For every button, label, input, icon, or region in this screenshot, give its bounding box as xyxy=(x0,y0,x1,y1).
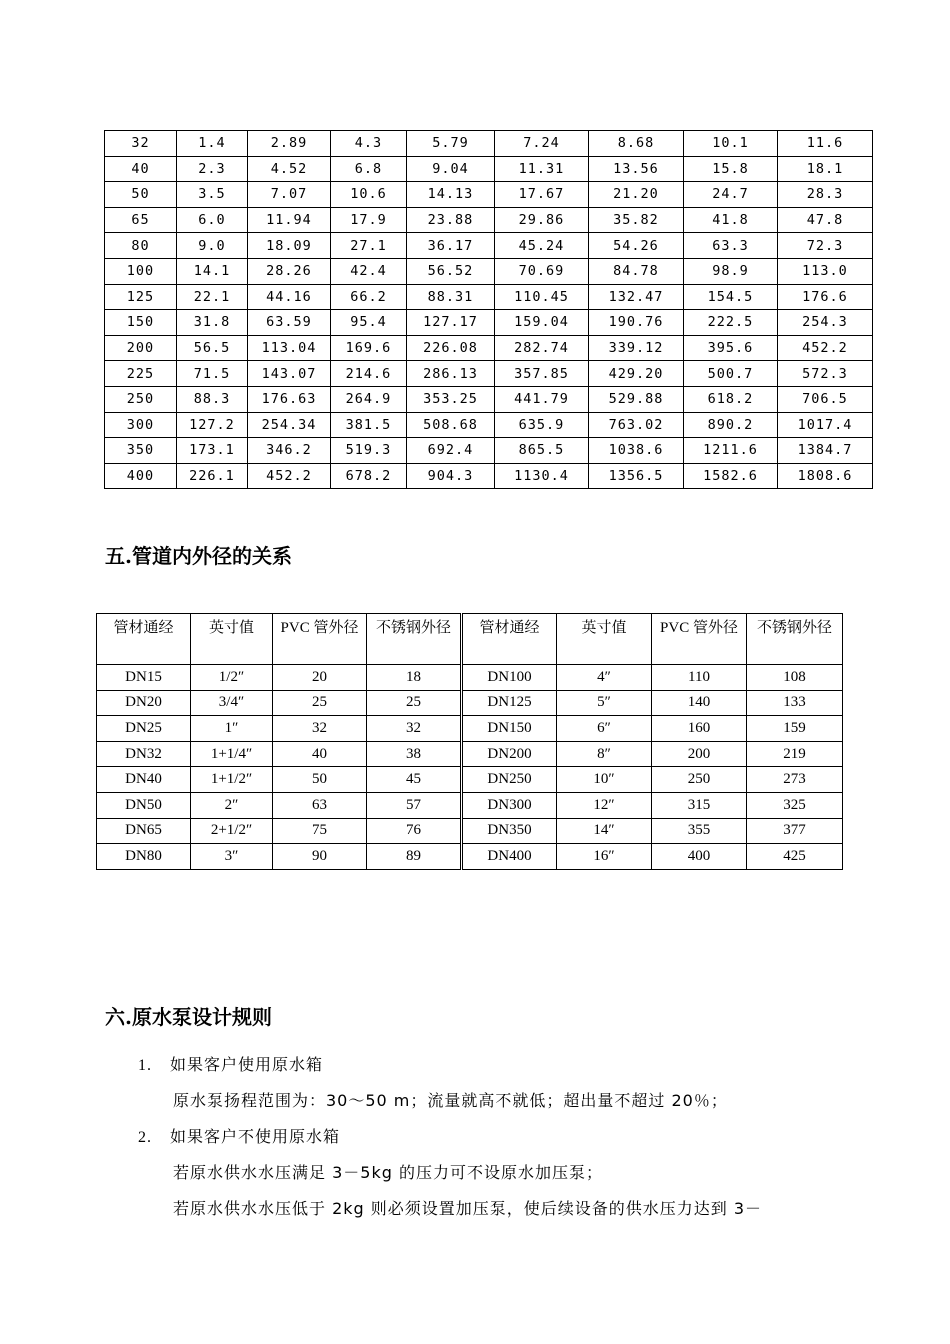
table-cell: DN15 xyxy=(97,665,191,691)
table-cell: 98.9 xyxy=(684,258,778,284)
table-row xyxy=(105,284,873,310)
table-row xyxy=(97,844,843,870)
rule-item-2-detail-2: 若原水供水水压低于 2kg 则必须设置加压泵，使后续设备的供水压力达到 3－ xyxy=(173,1199,763,1218)
table-cell: 425 xyxy=(747,844,843,870)
table-cell: 32 xyxy=(367,716,462,742)
table-cell: 508.68 xyxy=(407,412,495,438)
table-cell: 400 xyxy=(105,463,177,489)
table-cell: 10″ xyxy=(557,767,652,793)
table-cell: 346.2 xyxy=(248,438,331,464)
table-cell: 1211.6 xyxy=(684,438,778,464)
table-cell: 66.2 xyxy=(331,284,407,310)
table-cell: 4.3 xyxy=(331,131,407,157)
table-cell: 339.12 xyxy=(589,335,684,361)
table-cell: 3/4″ xyxy=(191,690,273,716)
table-cell: 127.2 xyxy=(177,412,248,438)
rule-item-2-detail-1: 若原水供水水压满足 3－5kg 的压力可不设原水加压泵； xyxy=(173,1163,603,1182)
table-cell: 1356.5 xyxy=(589,463,684,489)
table-cell: 353.25 xyxy=(407,386,495,412)
table-cell: 42.4 xyxy=(331,258,407,284)
table-cell: DN20 xyxy=(97,690,191,716)
table-cell: DN80 xyxy=(97,844,191,870)
table-cell: 11.94 xyxy=(248,207,331,233)
table-cell: 9.0 xyxy=(177,233,248,259)
table-cell: 9.04 xyxy=(407,156,495,182)
table-cell: 100 xyxy=(105,258,177,284)
table-row xyxy=(105,182,873,208)
table-cell: 377 xyxy=(747,818,843,844)
table-cell: 1582.6 xyxy=(684,463,778,489)
table-cell: 200 xyxy=(652,741,747,767)
table-cell: 1+1/4″ xyxy=(191,741,273,767)
table-cell: 400 xyxy=(652,844,747,870)
column-header: 英寸值 xyxy=(191,614,273,665)
table-cell: 154.5 xyxy=(684,284,778,310)
table-row xyxy=(105,335,873,361)
table-cell: 1017.4 xyxy=(778,412,873,438)
table-cell: 65 xyxy=(105,207,177,233)
table-cell: 159 xyxy=(747,716,843,742)
table-cell: 32 xyxy=(105,131,177,157)
table-cell: 250 xyxy=(105,386,177,412)
table-cell: 5.79 xyxy=(407,131,495,157)
table-cell: 763.02 xyxy=(589,412,684,438)
column-header: 管材通经 xyxy=(97,614,191,665)
table-row xyxy=(105,131,873,157)
table-cell: 18.1 xyxy=(778,156,873,182)
table-cell: 618.2 xyxy=(684,386,778,412)
table-cell: 2.89 xyxy=(248,131,331,157)
table-cell: 140 xyxy=(652,690,747,716)
table-cell: 176.6 xyxy=(778,284,873,310)
table-cell: 706.5 xyxy=(778,386,873,412)
table-cell: 132.47 xyxy=(589,284,684,310)
table-cell: 1384.7 xyxy=(778,438,873,464)
table-cell: 264.9 xyxy=(331,386,407,412)
table-cell: 1038.6 xyxy=(589,438,684,464)
table-cell: 70.69 xyxy=(495,258,589,284)
table-cell: 125 xyxy=(105,284,177,310)
table-cell: 160 xyxy=(652,716,747,742)
table-row xyxy=(97,767,843,793)
table-cell: DN400 xyxy=(462,844,557,870)
table-cell: 113.0 xyxy=(778,258,873,284)
table-cell: 200 xyxy=(105,335,177,361)
table-cell: 57 xyxy=(367,792,462,818)
table-cell: 150 xyxy=(105,310,177,336)
table-cell: 529.88 xyxy=(589,386,684,412)
table-cell: 222.5 xyxy=(684,310,778,336)
table-cell: 1130.4 xyxy=(495,463,589,489)
table-cell: 572.3 xyxy=(778,361,873,387)
table-cell: 1/2″ xyxy=(191,665,273,691)
table-row xyxy=(105,361,873,387)
table-row xyxy=(105,233,873,259)
table-cell: 21.20 xyxy=(589,182,684,208)
table-row xyxy=(97,818,843,844)
table-cell: 45 xyxy=(367,767,462,793)
table-cell: 904.3 xyxy=(407,463,495,489)
table-cell: 84.78 xyxy=(589,258,684,284)
table-cell: 273 xyxy=(747,767,843,793)
table-cell: 219 xyxy=(747,741,843,767)
table-cell: 3″ xyxy=(191,844,273,870)
table-cell: 190.76 xyxy=(589,310,684,336)
table-cell: 44.16 xyxy=(248,284,331,310)
table-row xyxy=(105,438,873,464)
table-cell: 452.2 xyxy=(248,463,331,489)
table-cell: 110 xyxy=(652,665,747,691)
table-cell: 17.9 xyxy=(331,207,407,233)
table-cell: 357.85 xyxy=(495,361,589,387)
table-cell: 56.5 xyxy=(177,335,248,361)
section-5-heading: 五.管道内外径的关系 xyxy=(105,544,292,568)
table-row xyxy=(97,792,843,818)
column-header: PVC 管外径 xyxy=(652,614,747,665)
table-cell: 395.6 xyxy=(684,335,778,361)
table-cell: 315 xyxy=(652,792,747,818)
table-cell: 1808.6 xyxy=(778,463,873,489)
table-cell: 2.3 xyxy=(177,156,248,182)
table-cell: 1″ xyxy=(191,716,273,742)
table-cell: 214.6 xyxy=(331,361,407,387)
table-row xyxy=(105,156,873,182)
table-cell: 325 xyxy=(747,792,843,818)
table-cell: 169.6 xyxy=(331,335,407,361)
table-cell: 500.7 xyxy=(684,361,778,387)
table-cell: 1+1/2″ xyxy=(191,767,273,793)
table-cell: 10.6 xyxy=(331,182,407,208)
table-cell: 25 xyxy=(367,690,462,716)
column-header: 不锈钢外径 xyxy=(747,614,843,665)
table-cell: 250 xyxy=(652,767,747,793)
table-cell: DN125 xyxy=(462,690,557,716)
table-cell: 35.82 xyxy=(589,207,684,233)
table-row xyxy=(97,690,843,716)
table-cell: 89 xyxy=(367,844,462,870)
column-header: PVC 管外径 xyxy=(273,614,367,665)
table-cell: 2+1/2″ xyxy=(191,818,273,844)
table-cell: 14″ xyxy=(557,818,652,844)
table-cell: 22.1 xyxy=(177,284,248,310)
table-cell: 18.09 xyxy=(248,233,331,259)
rule-item-2: 2. 如果客户不使用原水箱 xyxy=(138,1127,341,1146)
table-cell: DN25 xyxy=(97,716,191,742)
flow-table xyxy=(104,130,873,489)
table-row xyxy=(105,207,873,233)
table-cell: 40 xyxy=(273,741,367,767)
table-cell: 7.24 xyxy=(495,131,589,157)
table-cell: 88.31 xyxy=(407,284,495,310)
table-cell: 63 xyxy=(273,792,367,818)
table-cell: 11.31 xyxy=(495,156,589,182)
table-row xyxy=(97,716,843,742)
table-cell: 40 xyxy=(105,156,177,182)
table-cell: 286.13 xyxy=(407,361,495,387)
table-cell: 56.52 xyxy=(407,258,495,284)
table-cell: 11.6 xyxy=(778,131,873,157)
table-cell: 176.63 xyxy=(248,386,331,412)
table-cell: 20 xyxy=(273,665,367,691)
table-cell: DN300 xyxy=(462,792,557,818)
table-cell: 678.2 xyxy=(331,463,407,489)
table-cell: 14.1 xyxy=(177,258,248,284)
table-cell: 41.8 xyxy=(684,207,778,233)
table-cell: 24.7 xyxy=(684,182,778,208)
table-cell: DN32 xyxy=(97,741,191,767)
table-cell: 88.3 xyxy=(177,386,248,412)
table-row xyxy=(105,258,873,284)
rule-item-1-detail: 原水泵扬程范围为：30～50 m；流量就高不就低；超出量不超过 20％； xyxy=(173,1091,728,1110)
table-cell: 143.07 xyxy=(248,361,331,387)
table-cell: DN50 xyxy=(97,792,191,818)
table-cell: 6.8 xyxy=(331,156,407,182)
table-cell: 36.17 xyxy=(407,233,495,259)
table-cell: 6″ xyxy=(557,716,652,742)
column-header: 管材通经 xyxy=(462,614,557,665)
table-cell: 45.24 xyxy=(495,233,589,259)
table-cell: 50 xyxy=(273,767,367,793)
table-cell: 38 xyxy=(367,741,462,767)
rule-item-1: 1. 如果客户使用原水箱 xyxy=(138,1055,324,1074)
table-cell: 225 xyxy=(105,361,177,387)
table-cell: 15.8 xyxy=(684,156,778,182)
table-cell: DN100 xyxy=(462,665,557,691)
table-cell: 110.45 xyxy=(495,284,589,310)
table-cell: 173.1 xyxy=(177,438,248,464)
table-cell: 75 xyxy=(273,818,367,844)
table-cell: DN150 xyxy=(462,716,557,742)
table-cell: 1.4 xyxy=(177,131,248,157)
table-cell: 80 xyxy=(105,233,177,259)
table-cell: 28.26 xyxy=(248,258,331,284)
table-cell: 381.5 xyxy=(331,412,407,438)
table-cell: 72.3 xyxy=(778,233,873,259)
table-cell: 254.34 xyxy=(248,412,331,438)
column-header: 不锈钢外径 xyxy=(367,614,462,665)
table-cell: 18 xyxy=(367,665,462,691)
table-cell: DN65 xyxy=(97,818,191,844)
table-cell: 23.88 xyxy=(407,207,495,233)
table-cell: 429.20 xyxy=(589,361,684,387)
table-row xyxy=(105,463,873,489)
table-cell: 692.4 xyxy=(407,438,495,464)
section-6-heading: 六.原水泵设计规则 xyxy=(105,1005,272,1029)
table-cell: 71.5 xyxy=(177,361,248,387)
table-cell: 63.59 xyxy=(248,310,331,336)
table-cell: 226.08 xyxy=(407,335,495,361)
table-cell: 890.2 xyxy=(684,412,778,438)
table-cell: 452.2 xyxy=(778,335,873,361)
table-cell: 2″ xyxy=(191,792,273,818)
table-cell: 13.56 xyxy=(589,156,684,182)
table-cell: 31.8 xyxy=(177,310,248,336)
table-cell: 8.68 xyxy=(589,131,684,157)
table-cell: 113.04 xyxy=(248,335,331,361)
table-cell: 108 xyxy=(747,665,843,691)
table-cell: DN250 xyxy=(462,767,557,793)
table-cell: 4.52 xyxy=(248,156,331,182)
table-cell: 133 xyxy=(747,690,843,716)
table-cell: 282.74 xyxy=(495,335,589,361)
table-cell: 63.3 xyxy=(684,233,778,259)
table-cell: DN350 xyxy=(462,818,557,844)
table-cell: 8″ xyxy=(557,741,652,767)
table-row xyxy=(97,741,843,767)
table-cell: 226.1 xyxy=(177,463,248,489)
table-cell: 27.1 xyxy=(331,233,407,259)
table-cell: 28.3 xyxy=(778,182,873,208)
table-cell: DN40 xyxy=(97,767,191,793)
table-cell: 519.3 xyxy=(331,438,407,464)
table-cell: 10.1 xyxy=(684,131,778,157)
table-cell: 5″ xyxy=(557,690,652,716)
table-cell: 254.3 xyxy=(778,310,873,336)
table-cell: 54.26 xyxy=(589,233,684,259)
pipe-table xyxy=(96,613,843,870)
table-cell: 3.5 xyxy=(177,182,248,208)
table-cell: 635.9 xyxy=(495,412,589,438)
table-cell: 90 xyxy=(273,844,367,870)
table-cell: 14.13 xyxy=(407,182,495,208)
table-cell: 355 xyxy=(652,818,747,844)
table-row xyxy=(105,310,873,336)
table-cell: 47.8 xyxy=(778,207,873,233)
table-cell: 127.17 xyxy=(407,310,495,336)
table-cell: 7.07 xyxy=(248,182,331,208)
table-cell: 441.79 xyxy=(495,386,589,412)
table-row xyxy=(105,412,873,438)
table-cell: 76 xyxy=(367,818,462,844)
column-header: 英寸值 xyxy=(557,614,652,665)
table-row xyxy=(97,665,843,691)
table-cell: 4″ xyxy=(557,665,652,691)
table-cell: 12″ xyxy=(557,792,652,818)
table-cell: 865.5 xyxy=(495,438,589,464)
table-cell: 95.4 xyxy=(331,310,407,336)
table-cell: 17.67 xyxy=(495,182,589,208)
table-cell: 32 xyxy=(273,716,367,742)
table-cell: 50 xyxy=(105,182,177,208)
table-cell: 6.0 xyxy=(177,207,248,233)
table-cell: 159.04 xyxy=(495,310,589,336)
table-cell: 29.86 xyxy=(495,207,589,233)
table-cell: 300 xyxy=(105,412,177,438)
table-cell: 25 xyxy=(273,690,367,716)
table-cell: DN200 xyxy=(462,741,557,767)
table-cell: 16″ xyxy=(557,844,652,870)
table-row xyxy=(105,386,873,412)
table-cell: 350 xyxy=(105,438,177,464)
